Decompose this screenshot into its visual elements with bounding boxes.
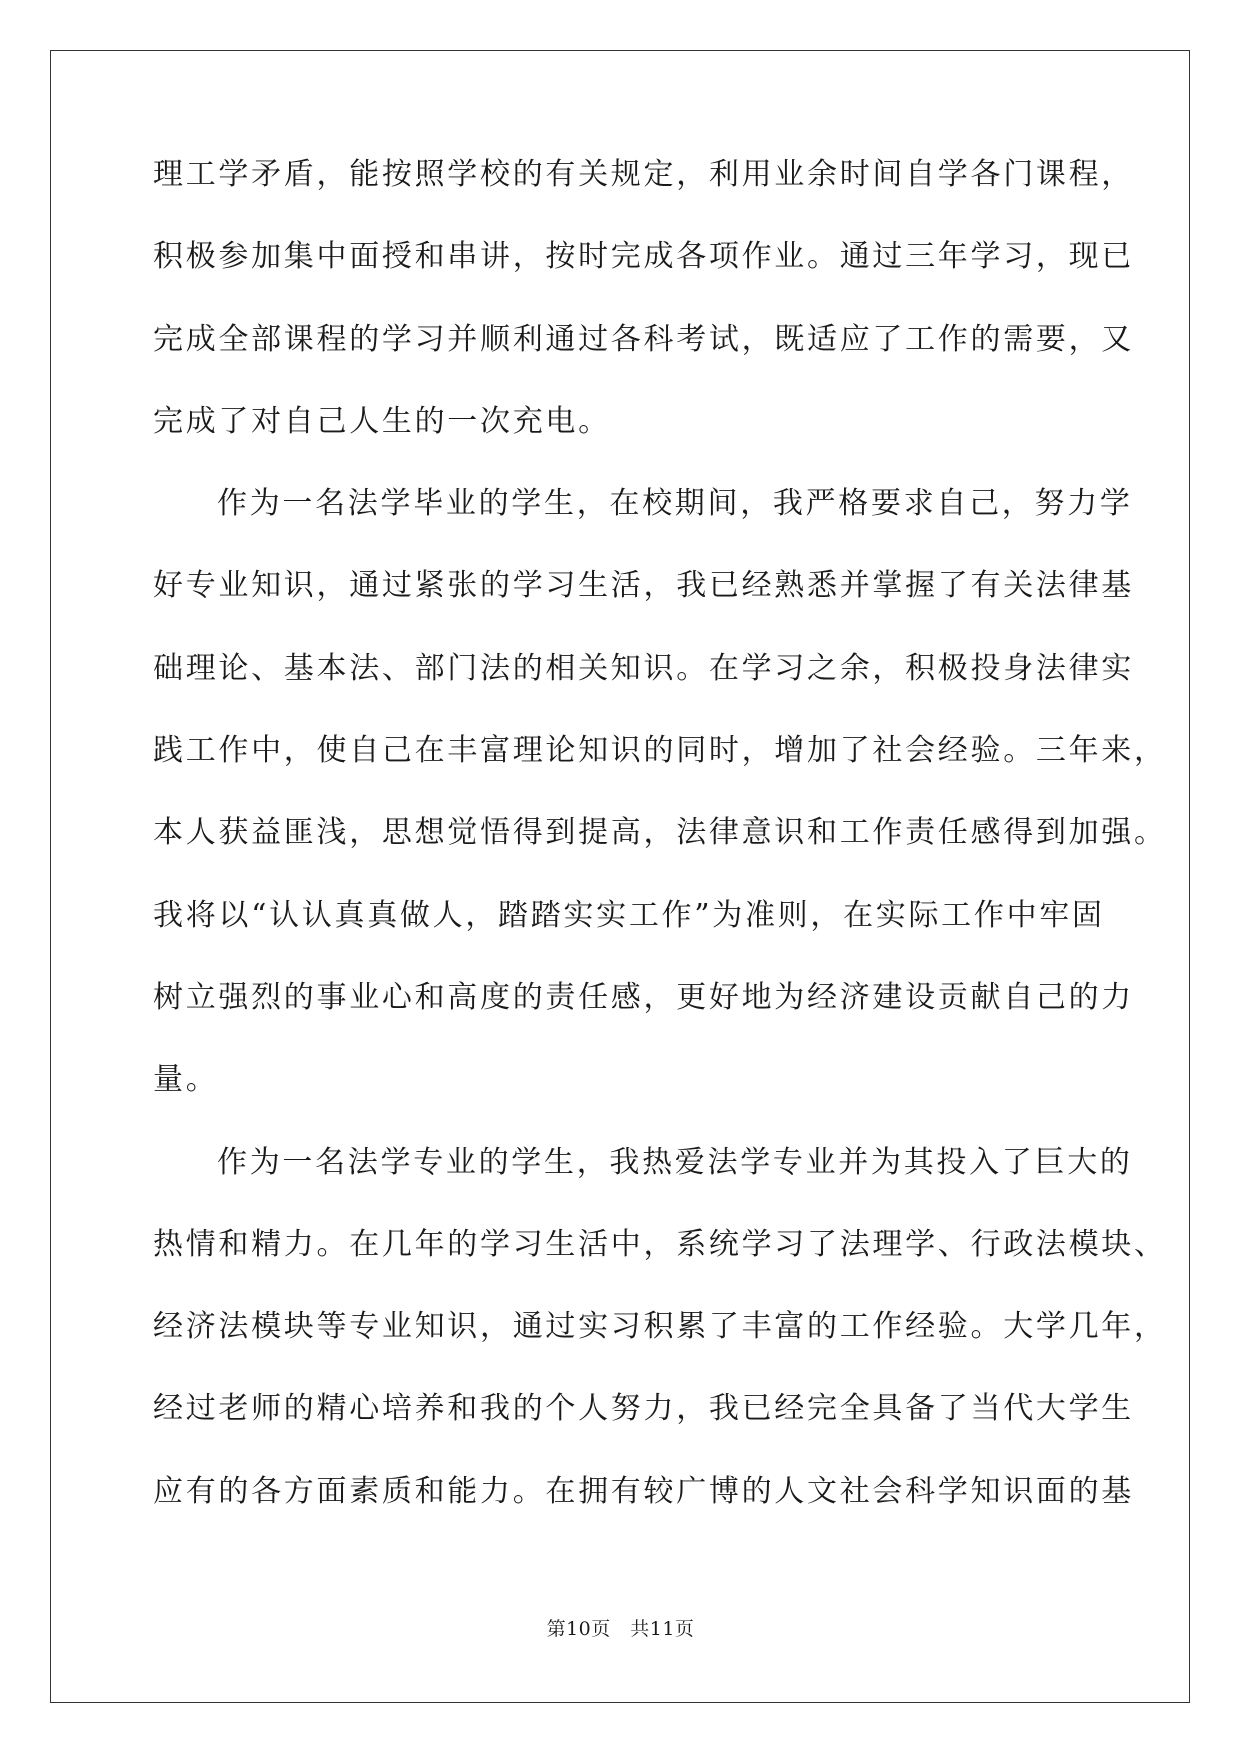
text-line: 完成了对自己人生的一次充电。 <box>153 403 611 439</box>
document-body <box>153 155 1167 1554</box>
text-line: 树立强烈的事业心和高度的责任感，更好地为经济建设贡献自己的力 <box>153 979 1134 1015</box>
text-line: 经过老师的精心培养和我的个人努力，我已经完全具备了当代大学生 <box>153 1391 1134 1427</box>
text-line: 好专业知识，通过紧张的学习生活，我已经熟悉并掌握了有关法律基 <box>153 568 1134 604</box>
text-line: 理工学矛盾，能按照学校的有关规定，利用业余时间自学各门课程， <box>153 157 1134 192</box>
paragraph-first-line: 作为一名法学专业的学生，我热爱法学专业并为其投入了巨大的 <box>217 1144 1133 1180</box>
text-line: 完成全部课程的学习并顺利通过各科考试，既适应了工作的需要，又 <box>153 321 1134 357</box>
text-line: 应有的各方面素质和能力。在拥有较广博的人文社会科学知识面的基 <box>153 1473 1134 1509</box>
text-line: 我将以“认认真真做人，踏踏实实工作”为准则，在实际工作中牢固 <box>153 897 1105 933</box>
text-line: 本人获益匪浅，思想觉悟得到提高，法律意识和工作责任感得到加强。 <box>153 815 1167 851</box>
text-line: 积极参加集中面授和串讲，按时完成各项作业。通过三年学习，现已 <box>153 239 1134 275</box>
text-line: 量。 <box>153 1062 219 1098</box>
text-line: 践工作中，使自己在丰富理论知识的同时，增加了社会经验。三年来， <box>153 733 1167 769</box>
text-line: 经济法模块等专业知识，通过实习积累了丰富的工作经验。大学几年， <box>153 1309 1167 1345</box>
text-line: 础理论、基本法、部门法的相关知识。在学习之余，积极投身法律实 <box>153 650 1134 686</box>
page-number-footer: 第10页 共11页 <box>546 1618 695 1640</box>
paragraph-first-line: 作为一名法学毕业的学生，在校期间，我严格要求自己，努力学 <box>217 486 1133 522</box>
text-line: 热情和精力。在几年的学习生活中，系统学习了法理学、行政法模块、 <box>153 1226 1167 1262</box>
